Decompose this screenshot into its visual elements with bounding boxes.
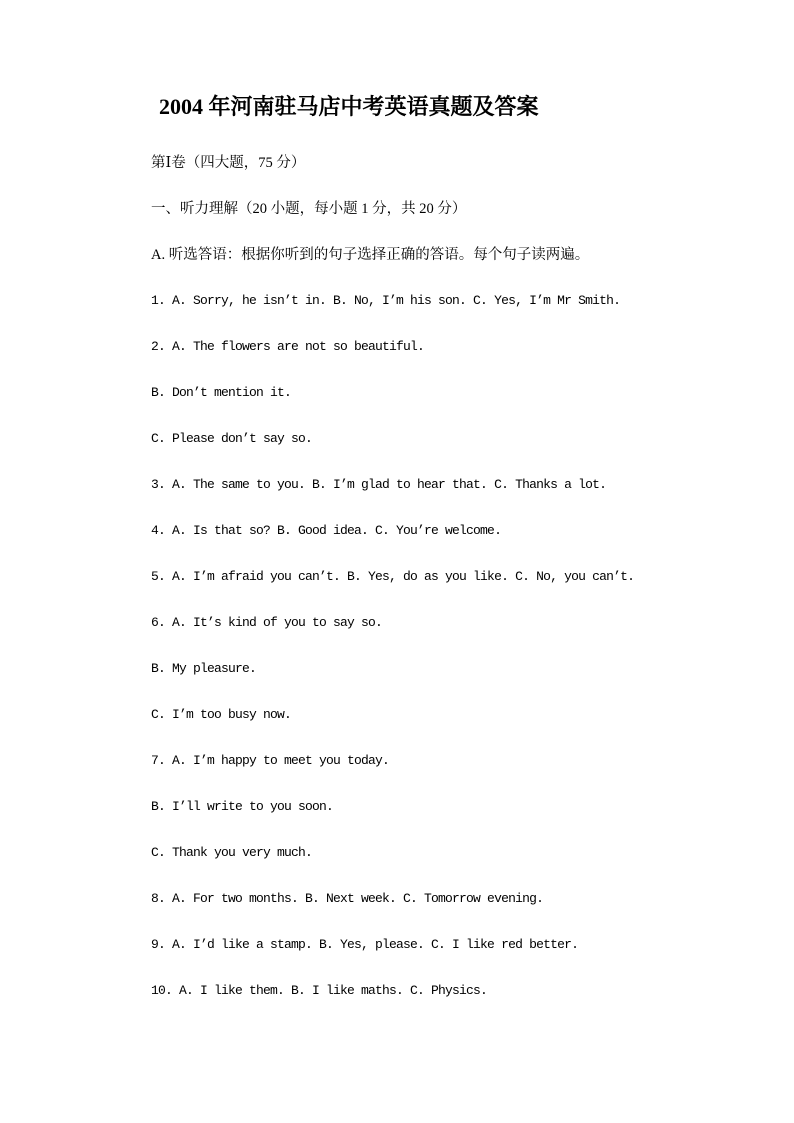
text-line: C. I’m too busy now. [151, 707, 292, 722]
text-line: 5. A. I’m afraid you can’t. B. Yes, do as you like. C. No, you can’t. [151, 569, 635, 584]
text-line: 一、听力理解（20 小题，每小题 1 分，共 20 分） [151, 201, 467, 217]
document-body [151, 140, 754, 1014]
text-line: 3. A. The same to you. B. I’m glad to hear that. C. Thanks a lot. [151, 477, 607, 492]
text-line: B. I’ll write to you soon. [151, 799, 334, 814]
text-line: 1. A. Sorry, he isn’t in. B. No, I’m his son. C. Yes, I’m Mr Smith. [151, 293, 621, 308]
text-line: 9. A. I’d like a stamp. B. Yes, please. C. I like red better. [151, 937, 579, 952]
text-line: B. Don’t mention it. [151, 385, 292, 400]
text-line: B. My pleasure. [151, 661, 257, 676]
text-line: 7. A. I’m happy to meet you today. [151, 753, 390, 768]
text-line: 8. A. For two months. B. Next week. C. Tomorrow evening. [151, 891, 544, 906]
text-line: 第Ⅰ卷（四大题，75 分） [151, 155, 306, 171]
text-line: 6. A. It’s kind of you to say so. [151, 615, 383, 630]
text-line: C. Thank you very much. [151, 845, 313, 860]
text-line: C. Please don’t say so. [151, 431, 313, 446]
text-line: 2. A. The flowers are not so beautiful. [151, 339, 425, 354]
page-title: 2004 年河南驻马店中考英语真题及答案 [159, 94, 539, 119]
text-line: 10. A. I like them. B. I like maths. C. Physics. [151, 983, 488, 998]
text-line: 4. A. Is that so? B. Good idea. C. You’re welcome. [151, 523, 502, 538]
text-line: A. 听选答语：根据你听到的句子选择正确的答语。每个句子读两遍。 [151, 247, 590, 263]
